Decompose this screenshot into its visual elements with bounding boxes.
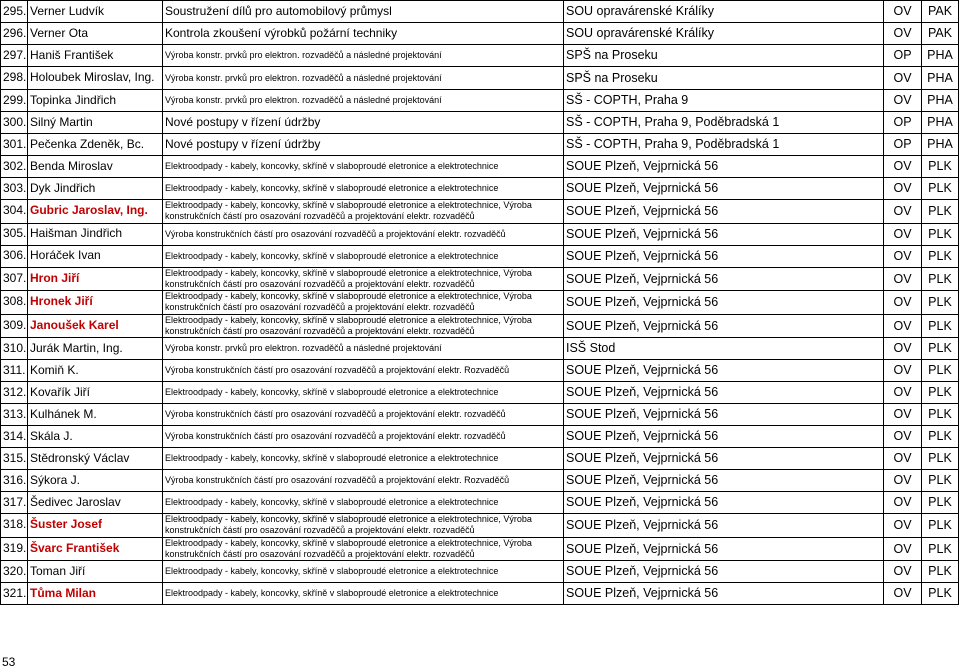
training-topic: Kontrola zkoušení výrobků požární techniky xyxy=(163,23,564,45)
training-topic: Výroba konstrukčních částí pro osazování rozvaděčů a projektování elektr. rozvaděčů xyxy=(163,426,564,448)
type-code: OV xyxy=(884,404,922,426)
training-topic: Elektroodpady - kabely, koncovky, skříně v slaboproudé eletronice a elektrotechnice, Výroba konstrukčních částí pro osazování rozvaděčů a projektování elektr. rozvaděčů xyxy=(163,537,564,561)
school-name: SOUE Plzeň, Vejprnická 56 xyxy=(564,404,884,426)
row-number: 310. xyxy=(1,338,28,360)
region-code: PHA xyxy=(922,134,959,156)
type-code: OV xyxy=(884,470,922,492)
table-row xyxy=(1,112,959,134)
table-row xyxy=(1,67,959,90)
row-number: 306. xyxy=(1,245,28,267)
table-row xyxy=(1,1,959,23)
type-code: OV xyxy=(884,537,922,561)
row-number: 303. xyxy=(1,178,28,200)
row-number: 304. xyxy=(1,200,28,224)
training-topic: Elektroodpady - kabely, koncovky, skříně v slaboproudé eletronice a elektrotechnice xyxy=(163,448,564,470)
type-code: OV xyxy=(884,90,922,112)
row-number: 317. xyxy=(1,492,28,514)
person-name: Šuster Josef xyxy=(28,514,163,538)
row-number: 305. xyxy=(1,223,28,245)
region-code: PLK xyxy=(922,223,959,245)
person-name: Haišman Jindřich xyxy=(28,223,163,245)
training-topic: Výroba konstr. prvků pro elektron. rozvaděčů a následné projektování xyxy=(163,67,564,90)
type-code: OV xyxy=(884,338,922,360)
type-code: OV xyxy=(884,360,922,382)
person-name: Hron Jiří xyxy=(28,267,163,291)
type-code: OV xyxy=(884,514,922,538)
person-name: Komiň K. xyxy=(28,360,163,382)
table-row xyxy=(1,583,959,605)
person-name: Gubric Jaroslav, Ing. xyxy=(28,200,163,224)
type-code: OV xyxy=(884,200,922,224)
school-name: SOUE Plzeň, Vejprnická 56 xyxy=(564,245,884,267)
region-code: PLK xyxy=(922,360,959,382)
training-topic: Elektroodpady - kabely, koncovky, skříně v slaboproudé eletronice a elektrotechnice, Výroba konstrukčních částí pro osazování rozvaděčů a projektování elektr. rozvaděčů xyxy=(163,291,564,315)
school-name: SOUE Plzeň, Vejprnická 56 xyxy=(564,448,884,470)
person-name: Hronek Jiří xyxy=(28,291,163,315)
person-name: Haniš František xyxy=(28,45,163,67)
row-number: 315. xyxy=(1,448,28,470)
row-number: 320. xyxy=(1,561,28,583)
table-row xyxy=(1,514,959,538)
training-topic: Elektroodpady - kabely, koncovky, skříně v slaboproudé eletronice a elektrotechnice xyxy=(163,245,564,267)
type-code: OP xyxy=(884,134,922,156)
school-name: SOUE Plzeň, Vejprnická 56 xyxy=(564,583,884,605)
person-name: Janoušek Karel xyxy=(28,314,163,338)
row-number: 297. xyxy=(1,45,28,67)
region-code: PLK xyxy=(922,537,959,561)
region-code: PLK xyxy=(922,314,959,338)
table-row xyxy=(1,23,959,45)
table-row xyxy=(1,470,959,492)
region-code: PLK xyxy=(922,583,959,605)
region-code: PAK xyxy=(922,1,959,23)
school-name: SOUE Plzeň, Vejprnická 56 xyxy=(564,156,884,178)
region-code: PLK xyxy=(922,338,959,360)
table-row xyxy=(1,314,959,338)
person-name: Stědronský Václav xyxy=(28,448,163,470)
type-code: OV xyxy=(884,67,922,90)
school-name: SŠ - COPTH, Praha 9, Poděbradská 1 xyxy=(564,112,884,134)
region-code: PLK xyxy=(922,448,959,470)
table-row xyxy=(1,134,959,156)
row-number: 296. xyxy=(1,23,28,45)
school-name: SOUE Plzeň, Vejprnická 56 xyxy=(564,314,884,338)
roster-body xyxy=(1,1,959,605)
table-row xyxy=(1,90,959,112)
training-topic: Elektroodpady - kabely, koncovky, skříně v slaboproudé eletronice a elektrotechnice xyxy=(163,178,564,200)
table-row xyxy=(1,156,959,178)
region-code: PLK xyxy=(922,404,959,426)
training-topic: Elektroodpady - kabely, koncovky, skříně v slaboproudé eletronice a elektrotechnice xyxy=(163,382,564,404)
person-name: Topinka Jindřich xyxy=(28,90,163,112)
school-name: SPŠ na Proseku xyxy=(564,45,884,67)
table-row xyxy=(1,178,959,200)
region-code: PAK xyxy=(922,23,959,45)
region-code: PLK xyxy=(922,178,959,200)
type-code: OV xyxy=(884,1,922,23)
training-topic: Výroba konstrukčních částí pro osazování rozvaděčů a projektování elektr. rozvaděčů xyxy=(163,223,564,245)
training-topic: Elektroodpady - kabely, koncovky, skříně v slaboproudé eletronice a elektrotechnice xyxy=(163,156,564,178)
table-row xyxy=(1,245,959,267)
region-code: PHA xyxy=(922,67,959,90)
table-row xyxy=(1,492,959,514)
type-code: OV xyxy=(884,561,922,583)
school-name: SOU opravárenské Králíky xyxy=(564,1,884,23)
table-row xyxy=(1,223,959,245)
row-number: 312. xyxy=(1,382,28,404)
training-topic: Elektroodpady - kabely, koncovky, skříně v slaboproudé eletronice a elektrotechnice, Výroba konstrukčních částí pro osazování rozvaděčů a projektování elektr. rozvaděčů xyxy=(163,514,564,538)
table-row xyxy=(1,426,959,448)
type-code: OV xyxy=(884,267,922,291)
region-code: PLK xyxy=(922,561,959,583)
training-topic: Nové postupy v řízení údržby xyxy=(163,112,564,134)
table-row xyxy=(1,404,959,426)
training-topic: Elektroodpady - kabely, koncovky, skříně v slaboproudé eletronice a elektrotechnice xyxy=(163,583,564,605)
training-topic: Soustružení dílů pro automobilový průmysl xyxy=(163,1,564,23)
type-code: OV xyxy=(884,156,922,178)
school-name: SOUE Plzeň, Vejprnická 56 xyxy=(564,178,884,200)
person-name: Verner Ludvík xyxy=(28,1,163,23)
row-number: 300. xyxy=(1,112,28,134)
school-name: SOUE Plzeň, Vejprnická 56 xyxy=(564,537,884,561)
person-name: Kovařík Jiří xyxy=(28,382,163,404)
school-name: SOUE Plzeň, Vejprnická 56 xyxy=(564,382,884,404)
row-number: 302. xyxy=(1,156,28,178)
region-code: PLK xyxy=(922,245,959,267)
person-name: Šedivec Jaroslav xyxy=(28,492,163,514)
row-number: 299. xyxy=(1,90,28,112)
row-number: 301. xyxy=(1,134,28,156)
type-code: OP xyxy=(884,45,922,67)
person-name: Sýkora J. xyxy=(28,470,163,492)
school-name: SOUE Plzeň, Vejprnická 56 xyxy=(564,561,884,583)
person-name: Dyk Jindřich xyxy=(28,178,163,200)
training-topic: Elektroodpady - kabely, koncovky, skříně v slaboproudé eletronice a elektrotechnice xyxy=(163,492,564,514)
person-name: Tůma Milan xyxy=(28,583,163,605)
training-topic: Elektroodpady - kabely, koncovky, skříně v slaboproudé eletronice a elektrotechnice, Výroba konstrukčních částí pro osazování rozvaděčů a projektování elektr. rozvaděčů xyxy=(163,314,564,338)
region-code: PLK xyxy=(922,426,959,448)
type-code: OV xyxy=(884,382,922,404)
school-name: SOUE Plzeň, Vejprnická 56 xyxy=(564,223,884,245)
person-name: Verner Ota xyxy=(28,23,163,45)
table-row xyxy=(1,360,959,382)
training-topic: Výroba konstrukčních částí pro osazování rozvaděčů a projektování elektr. rozvaděčů xyxy=(163,404,564,426)
row-number: 321. xyxy=(1,583,28,605)
region-code: PLK xyxy=(922,492,959,514)
region-code: PHA xyxy=(922,45,959,67)
row-number: 307. xyxy=(1,267,28,291)
school-name: SŠ - COPTH, Praha 9 xyxy=(564,90,884,112)
table-row xyxy=(1,45,959,67)
row-number: 316. xyxy=(1,470,28,492)
school-name: SPŠ na Proseku xyxy=(564,67,884,90)
table-row xyxy=(1,291,959,315)
region-code: PLK xyxy=(922,514,959,538)
person-name: Švarc František xyxy=(28,537,163,561)
region-code: PLK xyxy=(922,156,959,178)
type-code: OP xyxy=(884,112,922,134)
person-name: Toman Jiří xyxy=(28,561,163,583)
person-name: Skála J. xyxy=(28,426,163,448)
person-name: Silný Martin xyxy=(28,112,163,134)
training-topic: Elektroodpady - kabely, koncovky, skříně v slaboproudé eletronice a elektrotechnice, Výroba konstrukčních částí pro osazování rozvaděčů a projektování elektr. rozvaděčů xyxy=(163,267,564,291)
region-code: PLK xyxy=(922,200,959,224)
school-name: SOUE Plzeň, Vejprnická 56 xyxy=(564,492,884,514)
training-topic: Výroba konstrukčních částí pro osazování rozvaděčů a projektování elektr. Rozvaděčů xyxy=(163,470,564,492)
region-code: PLK xyxy=(922,267,959,291)
row-number: 311. xyxy=(1,360,28,382)
person-name: Benda Miroslav xyxy=(28,156,163,178)
school-name: SOUE Plzeň, Vejprnická 56 xyxy=(564,470,884,492)
type-code: OV xyxy=(884,23,922,45)
type-code: OV xyxy=(884,492,922,514)
type-code: OV xyxy=(884,314,922,338)
type-code: OV xyxy=(884,426,922,448)
row-number: 309. xyxy=(1,314,28,338)
training-topic: Výroba konstrukčních částí pro osazování rozvaděčů a projektování elektr. Rozvaděčů xyxy=(163,360,564,382)
training-topic: Výroba konstr. prvků pro elektron. rozvaděčů a následné projektování xyxy=(163,45,564,67)
row-number: 308. xyxy=(1,291,28,315)
school-name: SOUE Plzeň, Vejprnická 56 xyxy=(564,200,884,224)
school-name: SOUE Plzeň, Vejprnická 56 xyxy=(564,267,884,291)
training-topic: Elektroodpady - kabely, koncovky, skříně v slaboproudé eletronice a elektrotechnice, Výroba konstrukčních částí pro osazování rozvaděčů a projektování elektr. rozvaděčů xyxy=(163,200,564,224)
row-number: 318. xyxy=(1,514,28,538)
person-name: Pečenka Zdeněk, Bc. xyxy=(28,134,163,156)
table-row xyxy=(1,537,959,561)
person-name: Kulhánek M. xyxy=(28,404,163,426)
type-code: OV xyxy=(884,223,922,245)
training-topic: Výroba konstr. prvků pro elektron. rozvaděčů a následné projektování xyxy=(163,338,564,360)
region-code: PHA xyxy=(922,90,959,112)
table-row xyxy=(1,267,959,291)
row-number: 319. xyxy=(1,537,28,561)
table-row xyxy=(1,448,959,470)
row-number: 298. xyxy=(1,67,28,90)
table-row xyxy=(1,382,959,404)
school-name: SOUE Plzeň, Vejprnická 56 xyxy=(564,291,884,315)
person-name: Jurák Martin, Ing. xyxy=(28,338,163,360)
school-name: SOUE Plzeň, Vejprnická 56 xyxy=(564,514,884,538)
training-topic: Nové postupy v řízení údržby xyxy=(163,134,564,156)
page-number: 53 xyxy=(2,655,16,669)
school-name: ISŠ Stod xyxy=(564,338,884,360)
region-code: PHA xyxy=(922,112,959,134)
person-name: Horáček Ivan xyxy=(28,245,163,267)
table-row xyxy=(1,338,959,360)
region-code: PLK xyxy=(922,382,959,404)
table-row xyxy=(1,200,959,224)
type-code: OV xyxy=(884,245,922,267)
person-name: Holoubek Miroslav, Ing. xyxy=(28,67,163,90)
school-name: SOUE Plzeň, Vejprnická 56 xyxy=(564,426,884,448)
school-name: SOUE Plzeň, Vejprnická 56 xyxy=(564,360,884,382)
training-topic: Elektroodpady - kabely, koncovky, skříně v slaboproudé eletronice a elektrotechnice xyxy=(163,561,564,583)
school-name: SŠ - COPTH, Praha 9, Poděbradská 1 xyxy=(564,134,884,156)
training-topic: Výroba konstr. prvků pro elektron. rozvaděčů a následné projektování xyxy=(163,90,564,112)
row-number: 295. xyxy=(1,1,28,23)
type-code: OV xyxy=(884,583,922,605)
region-code: PLK xyxy=(922,291,959,315)
type-code: OV xyxy=(884,448,922,470)
school-name: SOU opravárenské Králíky xyxy=(564,23,884,45)
type-code: OV xyxy=(884,291,922,315)
type-code: OV xyxy=(884,178,922,200)
row-number: 314. xyxy=(1,426,28,448)
row-number: 313. xyxy=(1,404,28,426)
table-row xyxy=(1,561,959,583)
region-code: PLK xyxy=(922,470,959,492)
